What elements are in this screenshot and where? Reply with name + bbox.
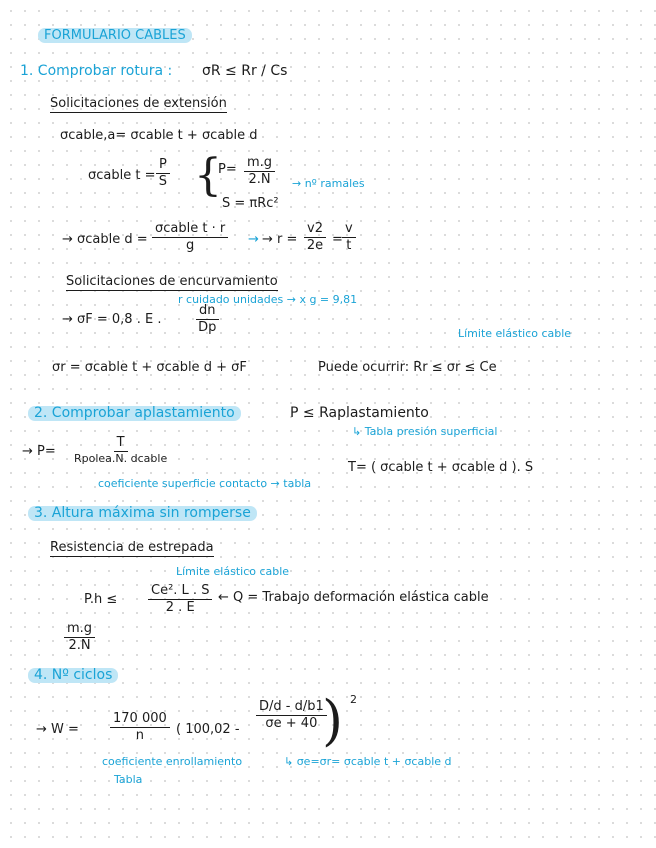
equation-ph-lhs: P.h ≤ [84,592,118,607]
note-pressure-table: ↳ Tabla presión superficial [352,425,498,438]
fraction-numerator: σcable t · r [152,222,228,238]
fraction-numerator: T [114,436,128,452]
equation-puede-ocurrir: Puede ocurrir: Rr ≤ σr ≤ Ce [318,360,497,375]
fraction-ce-l-s-over-2e [148,584,212,615]
note-limit-elastic: Límite elástico cable [458,327,572,340]
equals-sign: = [332,232,343,247]
equation-p-lhs-2: → P= [22,444,56,459]
curly-brace: { [194,150,222,201]
note-table: Tabla [114,773,143,786]
fraction-denominator: g [185,238,195,253]
fraction-denominator: n [135,728,144,743]
fraction-numerator: dn [196,304,219,320]
fraction-denominator: 2.N [248,172,271,187]
equation-paren-text: ( 100,02 - [176,722,240,737]
fraction-dn-over-dp [196,304,219,335]
fraction-mg-over-2n [244,156,275,187]
fraction-denominator: 2.N [68,638,91,653]
fraction-mg-over-2n-2 [64,622,95,653]
section-3-heading: 3. Altura máxima sin romperse [28,506,257,521]
equation-sigma-f: → σF = 0,8 . E . [62,312,162,327]
equation-s: S = πRc² [222,196,279,211]
note-limit-elastic-2: Límite elástico cable [176,565,290,578]
fraction-numerator: v2 [304,222,326,238]
section-4-heading: 4. Nº ciclos [28,668,118,683]
fraction-numerator: 170 000 [110,712,170,728]
note-units: r cuidado unidades → x g = 9,81 [178,293,358,306]
fraction-cable-d [152,222,228,253]
fraction-numerator: v [342,222,356,238]
note-sigma-e: ↳ σe=σr= σcable t + σcable d [284,755,452,768]
equation-r-lhs: → r = [262,232,298,247]
fraction-denominator: σe + 40 [265,716,318,731]
fraction-inner [256,700,327,731]
equation-t: T= ( σcable t + σcable d ). S [348,460,534,475]
equation-cable-d-lhs: → σcable d = [62,232,148,247]
fraction-numerator: Ce². L . S [148,584,212,600]
fraction-denominator: Rpolea.N. dcable [74,452,168,465]
fraction-170000-over-n [110,712,170,743]
fraction-v-over-t [342,222,356,253]
section-2-heading: 2. Comprobar aplastamiento [28,406,241,421]
note-winding-coefficient: coeficiente enrollamiento [102,755,243,768]
fraction-denominator: t [346,238,352,253]
equation-q-note: ← Q = Trabajo deformación elástica cable [218,590,489,605]
fraction-denominator: S [158,174,168,189]
section-1-subheading-2: Solicitaciones de encurvamiento [66,274,278,289]
section-3-subheading: Resistencia de estrepada [50,540,214,555]
exponent: 2 [350,693,357,706]
fraction-denominator: 2e [306,238,324,253]
note-ramales: → nº ramales [292,177,365,190]
arrow-right: → [248,232,259,247]
fraction-denominator: Dp [198,320,217,335]
fraction-numerator: m.g [64,622,95,638]
fraction-t-over-rpolea [74,436,167,465]
fraction-p-over-s [156,158,170,189]
fraction-numerator: m.g [244,156,275,172]
section-1-heading: 1. Comprobar rotura : [20,63,173,79]
fraction-denominator: 2 . E [165,600,195,615]
equation-p-lhs: P= [218,162,237,177]
fraction-v2-over-2e [304,222,326,253]
section-1-subheading: Solicitaciones de extensión [50,96,227,111]
fraction-numerator: D/d - d/b1 [256,700,327,716]
equation-cable-t-lhs: σcable t = [88,168,156,183]
equation-sigma-r: σr = σcable t + σcable d + σF [52,360,247,375]
section-1-heading-formula: σR ≤ Rr / Cs [202,63,288,79]
page-title: FORMULARIO CABLES [38,28,192,43]
fraction-numerator: P [156,158,170,174]
equation-w-lhs: → W = [36,722,79,737]
section-2-formula: P ≤ Raplastamiento [290,405,429,421]
note-contact-coefficient: coeficiente superficie contacto → tabla [98,477,312,490]
closing-parenthesis: ) [322,689,344,752]
equation-cable-a: σcable,a= σcable t + σcable d [60,128,258,143]
